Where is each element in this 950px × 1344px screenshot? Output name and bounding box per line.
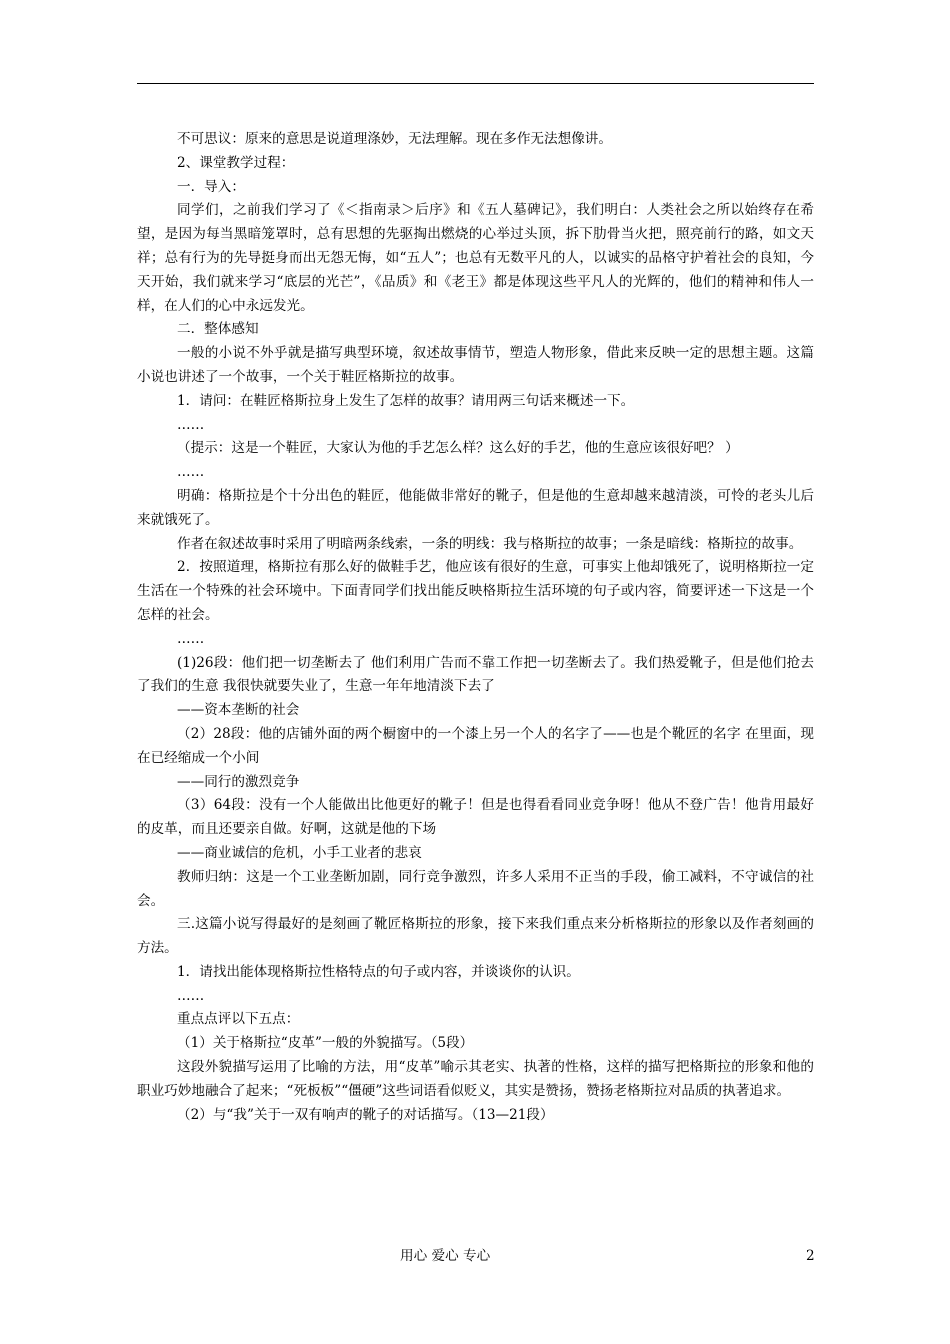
paragraph: 这段外貌描写运用了比喻的方法，用“皮革”喻示其老实、执著的性格，这样的描写把格斯拉的形象和他的职业巧妙地融合了起来；“死板板”“僵硬”这些词语看似贬义，其实是赞扬，赞扬老格斯拉对品质的执著追求。	[137, 1059, 814, 1099]
paragraph: 明确：格斯拉是个十分出色的鞋匠，他能做非常好的靴子，但是他的生意却越来越清淡，可怜的老头儿后来就饿死了。	[137, 487, 814, 528]
point-item: （1）关于格斯拉“皮革”一般的外貌描写。（5段）	[177, 1035, 474, 1052]
ellipsis: ……	[177, 987, 205, 1004]
ellipsis: ……	[177, 416, 205, 433]
quote-item: (1)26段：他们把一切垄断去了 他们利用广告而不靠工作把一切垄断去了。我们热爱靴子，但是他们抢去了我们的生意 我很快就要失业了，生意一年年地清淡下去了	[137, 654, 814, 695]
question: 2．按照道理，格斯拉有那么好的做鞋手艺，他应该有很好的生意，可事实上他却饿死了，说明格斯拉一定生活在一个特殊的社会环境中。下面青同学们找出能反映格斯拉生活环境的句子或内容，简要评述一下这是一个怎样的社会。	[137, 559, 814, 623]
question: 1．请问：在鞋匠格斯拉身上发生了怎样的故事？请用两三句话来概述一下。	[177, 392, 635, 409]
paragraph: 作者在叙述故事时采用了明暗两条线索，一条的明线：我与格斯拉的故事；一条是暗线：格斯拉的故事。	[177, 535, 803, 552]
footer-motto: 用心 爱心 专心	[400, 1248, 491, 1264]
quote-summary: ——同行的激烈竞争	[177, 773, 300, 790]
page-number: 2	[806, 1248, 815, 1264]
paragraph: 重点点评以下五点：	[177, 1011, 300, 1028]
document-body	[137, 128, 814, 1127]
quote-item: （3）64段：没有一个人能做出比他更好的靴子！但是也得看看同业竞争呀！他从不登广告！他肯用最好的皮革，而且还要亲自做。好啊，这就是他的下场	[137, 797, 814, 838]
section-heading: 一．导入：	[177, 178, 245, 195]
section-heading: 2、课堂教学过程：	[177, 154, 295, 171]
point-item: （2）与“我”关于一双有响声的靴子的对话描写。（13—21段）	[177, 1106, 554, 1123]
paragraph: 同学们，之前我们学习了《＜指南录＞后序》和《五人墓碑记》，我们明白：人类社会之所以始终存在希望，是因为每当黑暗笼罩时，总有思想的先驱掏出燃烧的心举过头顶，拆下肋骨当火把，照亮前行的路，如文天祥；总有行为的先导挺身而出无怨无悔，如“五人”；也总有无数平凡的人，以诚实的品格守护着社会的良知，今天开始，我们就来学习“底层的光芒”，《品质》和《老王》都是体现这些平凡人的光辉的，他们的精神和伟人一样，在人们的心中永远发光。	[137, 202, 814, 314]
section-heading: 二．整体感知	[177, 321, 259, 338]
section-heading: 三.这篇小说写得最好的是刻画了靴匠格斯拉的形象，接下来我们重点来分析格斯拉的形象以及作者刻画的方法。	[137, 916, 814, 957]
hint: （提示：这是一个鞋匠，大家认为他的手艺怎么样？这么好的手艺，他的生意应该很好吧？ ）	[177, 440, 739, 457]
paragraph: 一般的小说不外乎就是描写典型环境，叙述故事情节，塑造人物形象，借此来反映一定的思想主题。这篇小说也讲述了一个故事，一个关于鞋匠格斯拉的故事。	[137, 345, 814, 385]
quote-summary: ——商业诚信的危机，小手工业者的悲哀	[177, 844, 422, 861]
ellipsis: ……	[177, 464, 205, 481]
question: 1．请找出能体现格斯拉性格特点的句子或内容，并谈谈你的认识。	[177, 963, 580, 980]
paragraph: 不可思议：原来的意思是说道理涤妙，无法理解。现在多作无法想像讲。	[177, 131, 612, 147]
quote-summary: ——资本垄断的社会	[177, 702, 300, 719]
header-rule	[137, 83, 814, 84]
paragraph: 教师归纳：这是一个工业垄断加剧，同行竞争激烈，许多人采用不正当的手段，偷工减料，不守诚信的社会。	[137, 868, 814, 909]
quote-item: （2）28段：他的店铺外面的两个橱窗中的一个漆上另一个人的名字了——也是个靴匠的名字 在里面，现在已经缩成一个小间	[137, 725, 814, 766]
ellipsis: ……	[177, 630, 205, 647]
